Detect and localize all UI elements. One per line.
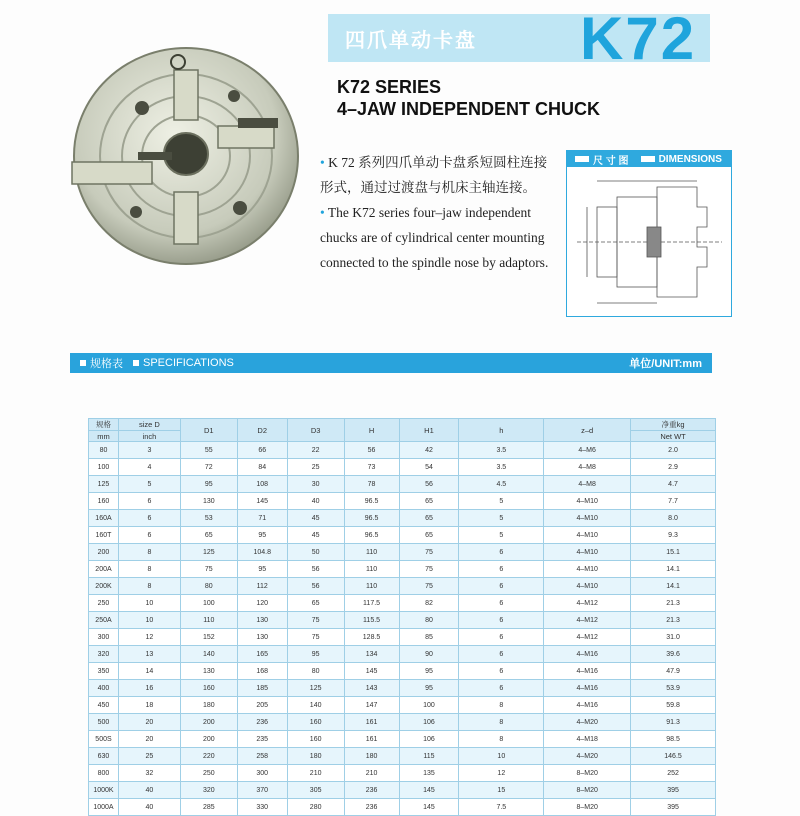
table-cell: 6 [459,544,544,561]
table-cell: 59.8 [631,697,716,714]
table-cell: 160 [89,493,119,510]
table-cell: 75 [399,578,459,595]
table-cell: 90 [399,646,459,663]
table-cell: 53.9 [631,680,716,697]
table-cell: 205 [237,697,287,714]
header-h: H [344,419,399,442]
table-cell: 25 [287,459,344,476]
table-cell: 1000K [89,782,119,799]
table-cell: 10 [459,748,544,765]
table-cell: 161 [344,731,399,748]
table-cell: 236 [344,782,399,799]
table-cell: 73 [344,459,399,476]
table-cell: 112 [237,578,287,595]
table-cell: 4–M10 [544,493,631,510]
table-cell: 100 [399,697,459,714]
subheader-mm: mm [89,431,119,442]
table-cell: 56 [287,561,344,578]
table-cell: 8 [459,714,544,731]
table-cell: 210 [344,765,399,782]
table-cell: 120 [237,595,287,612]
table-row [89,510,716,527]
table-cell: 160 [287,714,344,731]
table-cell: 20 [118,731,180,748]
table-cell: 40 [287,493,344,510]
table-header-row [89,419,716,431]
table-cell: 168 [237,663,287,680]
table-cell: 8 [459,731,544,748]
table-row [89,493,716,510]
table-cell: 20 [118,714,180,731]
table-cell: 185 [237,680,287,697]
table-cell: 47.9 [631,663,716,680]
table-cell: 110 [344,561,399,578]
table-row [89,748,716,765]
table-cell: 6 [459,612,544,629]
table-cell: 3 [118,442,180,459]
table-cell: 96.5 [344,510,399,527]
table-cell: 4–M6 [544,442,631,459]
table-cell: 8–M20 [544,765,631,782]
table-cell: 65 [180,527,237,544]
table-cell: 110 [344,578,399,595]
table-cell: 160 [180,680,237,697]
table-cell: 200A [89,561,119,578]
table-cell: 220 [180,748,237,765]
table-cell: 15 [459,782,544,799]
table-cell: 80 [287,663,344,680]
table-cell: 130 [180,493,237,510]
table-cell: 6 [459,561,544,578]
table-cell: 145 [399,782,459,799]
table-cell: 65 [399,493,459,510]
table-cell: 91.3 [631,714,716,731]
chuck-title: 4–JAW INDEPENDENT CHUCK [337,99,601,119]
table-row [89,459,716,476]
table-cell: 145 [344,663,399,680]
table-cell: 235 [237,731,287,748]
table-cell: 4–M12 [544,612,631,629]
table-row [89,765,716,782]
table-cell: 4–M10 [544,544,631,561]
table-row [89,561,716,578]
dimensions-header: 尺 寸 图 DIMENSIONS [567,151,731,167]
table-cell: 106 [399,731,459,748]
table-cell: 65 [287,595,344,612]
table-cell: 4–M16 [544,663,631,680]
table-cell: 16 [118,680,180,697]
table-cell: 145 [237,493,287,510]
table-row [89,646,716,663]
header-d1: D1 [180,419,237,442]
table-cell: 143 [344,680,399,697]
table-cell: 108 [237,476,287,493]
table-cell: 14.1 [631,578,716,595]
table-cell: 500 [89,714,119,731]
table-cell: 250 [89,595,119,612]
table-cell: 305 [287,782,344,799]
dimension-drawing [567,167,731,315]
table-cell: 4–M20 [544,748,631,765]
table-cell: 145 [399,799,459,816]
table-cell: 4–M18 [544,731,631,748]
table-cell: 180 [180,697,237,714]
table-cell: 200 [89,544,119,561]
table-cell: 5 [459,510,544,527]
header-h1: H1 [399,419,459,442]
table-cell: 7.7 [631,493,716,510]
table-cell: 130 [180,663,237,680]
table-cell: 236 [237,714,287,731]
table-cell: 3.5 [459,442,544,459]
table-row [89,544,716,561]
table-cell: 50 [287,544,344,561]
table-cell: 40 [118,799,180,816]
table-cell: 25 [118,748,180,765]
table-cell: 96.5 [344,527,399,544]
table-cell: 1000A [89,799,119,816]
table-cell: 75 [287,629,344,646]
chinese-title: 四爪单动卡盘 [345,28,477,52]
table-cell: 152 [180,629,237,646]
table-cell: 8–M20 [544,799,631,816]
table-cell: 95 [237,561,287,578]
table-cell: 65 [399,527,459,544]
table-cell: 21.3 [631,612,716,629]
table-cell: 82 [399,595,459,612]
table-cell: 300 [89,629,119,646]
table-cell: 3.5 [459,459,544,476]
jaw-top [174,70,198,120]
table-cell: 31.0 [631,629,716,646]
table-cell: 8–M20 [544,782,631,799]
table-cell: 320 [89,646,119,663]
table-row [89,663,716,680]
table-cell: 4–M12 [544,595,631,612]
table-cell: 96.5 [344,493,399,510]
chuck-photo [58,26,318,286]
table-cell: 236 [344,799,399,816]
table-cell: 15.1 [631,544,716,561]
table-cell: 370 [237,782,287,799]
model-number: K72 [580,5,697,72]
table-cell: 22 [287,442,344,459]
mount-hole [135,101,149,115]
table-cell: 66 [237,442,287,459]
table-cell: 6 [459,595,544,612]
table-cell: 6 [459,629,544,646]
mount-hole [233,201,247,215]
table-cell: 95 [237,527,287,544]
table-row [89,799,716,816]
table-cell: 32 [118,765,180,782]
specifications-bar [70,353,712,373]
table-cell: 6 [459,663,544,680]
table-cell: 4 [118,459,180,476]
description-zh: • K 72 系列四爪单动卡盘系短圆柱连接形式，通过过渡盘与机床主轴连接。 [320,155,548,195]
table-cell: 4–M20 [544,714,631,731]
table-cell: 125 [89,476,119,493]
table-cell: 250 [180,765,237,782]
table-cell: 135 [399,765,459,782]
table-cell: 95 [287,646,344,663]
table-cell: 400 [89,680,119,697]
specs-zh-label: 规格表 [90,358,123,370]
header-size-inch: size D [118,419,180,431]
square-icon [641,156,655,162]
table-cell: 165 [237,646,287,663]
header-size-mm: 规格 [89,419,119,431]
table-cell: 9.3 [631,527,716,544]
table-row [89,680,716,697]
table-cell: 140 [287,697,344,714]
description-en: • The K72 series four–jaw independent chucks are of cylindrical center mounting connected to the spindle nose by adaptors. [320,205,549,270]
table-cell: 160A [89,510,119,527]
table-cell: 4–M16 [544,680,631,697]
table-cell: 140 [180,646,237,663]
table-cell: 250A [89,612,119,629]
table-cell: 95 [399,663,459,680]
mount-hole [130,206,142,218]
table-cell: 4–M8 [544,476,631,493]
table-cell: 80 [89,442,119,459]
table-cell: 54 [399,459,459,476]
table-body [89,442,716,816]
table-cell: 10 [118,595,180,612]
table-cell: 56 [344,442,399,459]
table-cell: 14 [118,663,180,680]
specifications-table [88,418,716,816]
table-row [89,697,716,714]
specs-en-label: SPECIFICATIONS [143,357,234,369]
table-cell: 75 [399,561,459,578]
table-cell: 85 [399,629,459,646]
table-cell: 55 [180,442,237,459]
table-cell: 134 [344,646,399,663]
table-cell: 12 [118,629,180,646]
subheader-net-wt: Net WT [631,431,716,442]
table-row [89,595,716,612]
table-cell: 80 [399,612,459,629]
table-cell: 13 [118,646,180,663]
header-d2: D2 [237,419,287,442]
table-cell: 500S [89,731,119,748]
table-cell: 5 [459,527,544,544]
table-cell: 5 [118,476,180,493]
table-cell: 160T [89,527,119,544]
table-cell: 161 [344,714,399,731]
table-cell: 200 [180,714,237,731]
table-cell: 285 [180,799,237,816]
table-cell: 6 [459,578,544,595]
unit-label: 单位/UNIT:mm [629,358,702,370]
table-row [89,714,716,731]
table-cell: 72 [180,459,237,476]
table-row [89,578,716,595]
table-cell: 8 [118,578,180,595]
table-cell: 4.7 [631,476,716,493]
table-cell: 5 [459,493,544,510]
table-cell: 395 [631,782,716,799]
table-cell: 125 [287,680,344,697]
table-cell: 4–M10 [544,561,631,578]
table-cell: 10 [118,612,180,629]
jaw-bottom [174,192,198,244]
table-cell: 56 [287,578,344,595]
table-cell: 65 [399,510,459,527]
jaw-screw [238,118,278,128]
table-cell: 4–M12 [544,629,631,646]
bullet-icon: • [320,205,328,220]
dimensions-panel [566,150,732,317]
table-cell: 4–M16 [544,646,631,663]
square-icon [80,360,86,366]
table-cell: 6 [118,510,180,527]
header-weight: 净重kg [631,419,716,431]
table-cell: 125 [180,544,237,561]
table-cell: 106 [399,714,459,731]
table-cell: 210 [287,765,344,782]
table-cell: 21.3 [631,595,716,612]
table-cell: 395 [631,799,716,816]
table-cell: 4–M10 [544,527,631,544]
table-cell: 6 [118,527,180,544]
subheader-inch: inch [118,431,180,442]
table-cell: 45 [287,510,344,527]
header-d3: D3 [287,419,344,442]
table-cell: 18 [118,697,180,714]
table-cell: 12 [459,765,544,782]
table-cell: 4–M16 [544,697,631,714]
table-cell: 75 [399,544,459,561]
table-cell: 100 [89,459,119,476]
mount-hole [228,90,240,102]
table-cell: 4–M8 [544,459,631,476]
table-cell: 200 [180,731,237,748]
table-row [89,731,716,748]
table-cell: 71 [237,510,287,527]
table-cell: 110 [180,612,237,629]
table-cell: 450 [89,697,119,714]
table-cell: 6 [459,646,544,663]
square-icon [133,360,139,366]
table-cell: 280 [287,799,344,816]
jaw-right [218,126,274,148]
table-cell: 100 [180,595,237,612]
jaw-left [72,162,152,184]
table-cell: 53 [180,510,237,527]
jaw-screw [138,152,172,160]
table-cell: 95 [180,476,237,493]
table-row [89,782,716,799]
table-cell: 258 [237,748,287,765]
table-cell: 4.5 [459,476,544,493]
table-cell: 180 [344,748,399,765]
square-icon [575,156,589,162]
table-cell: 8 [118,544,180,561]
header-z-d: z–d [544,419,631,442]
table-row [89,527,716,544]
description [320,150,560,275]
table-cell: 115 [399,748,459,765]
table-cell: 320 [180,782,237,799]
table-cell: 6 [118,493,180,510]
table-cell: 800 [89,765,119,782]
table-cell: 330 [237,799,287,816]
table-cell: 56 [399,476,459,493]
table-cell: 42 [399,442,459,459]
table-cell: 84 [237,459,287,476]
series-title: K72 SERIES [337,77,442,97]
table-cell: 75 [180,561,237,578]
table-cell: 146.5 [631,748,716,765]
table-cell: 300 [237,765,287,782]
table-cell: 14.1 [631,561,716,578]
table-cell: 110 [344,544,399,561]
table-row [89,629,716,646]
table-cell: 39.6 [631,646,716,663]
table-cell: 98.5 [631,731,716,748]
table-cell: 8.0 [631,510,716,527]
table-row [89,476,716,493]
table-cell: 6 [459,680,544,697]
table-cell: 45 [287,527,344,544]
table-cell: 104.8 [237,544,287,561]
table-cell: 40 [118,782,180,799]
table-cell: 8 [118,561,180,578]
table-cell: 630 [89,748,119,765]
table-cell: 80 [180,578,237,595]
table-cell: 200K [89,578,119,595]
table-cell: 130 [237,629,287,646]
table-cell: 30 [287,476,344,493]
table-cell: 147 [344,697,399,714]
table-cell: 252 [631,765,716,782]
table-cell: 75 [287,612,344,629]
table-cell: 2.0 [631,442,716,459]
table-row [89,442,716,459]
table-cell: 130 [237,612,287,629]
table-cell: 7.5 [459,799,544,816]
table-cell: 8 [459,697,544,714]
table-row [89,612,716,629]
table-cell: 2.9 [631,459,716,476]
table-cell: 78 [344,476,399,493]
table-cell: 128.5 [344,629,399,646]
table-cell: 180 [287,748,344,765]
table-cell: 160 [287,731,344,748]
bullet-icon: • [320,155,329,170]
table-cell: 4–M10 [544,510,631,527]
header-small-h: h [459,419,544,442]
table-cell: 350 [89,663,119,680]
table-cell: 95 [399,680,459,697]
table-cell: 117.5 [344,595,399,612]
table-cell: 4–M10 [544,578,631,595]
series-heading [337,76,600,120]
table-cell: 115.5 [344,612,399,629]
